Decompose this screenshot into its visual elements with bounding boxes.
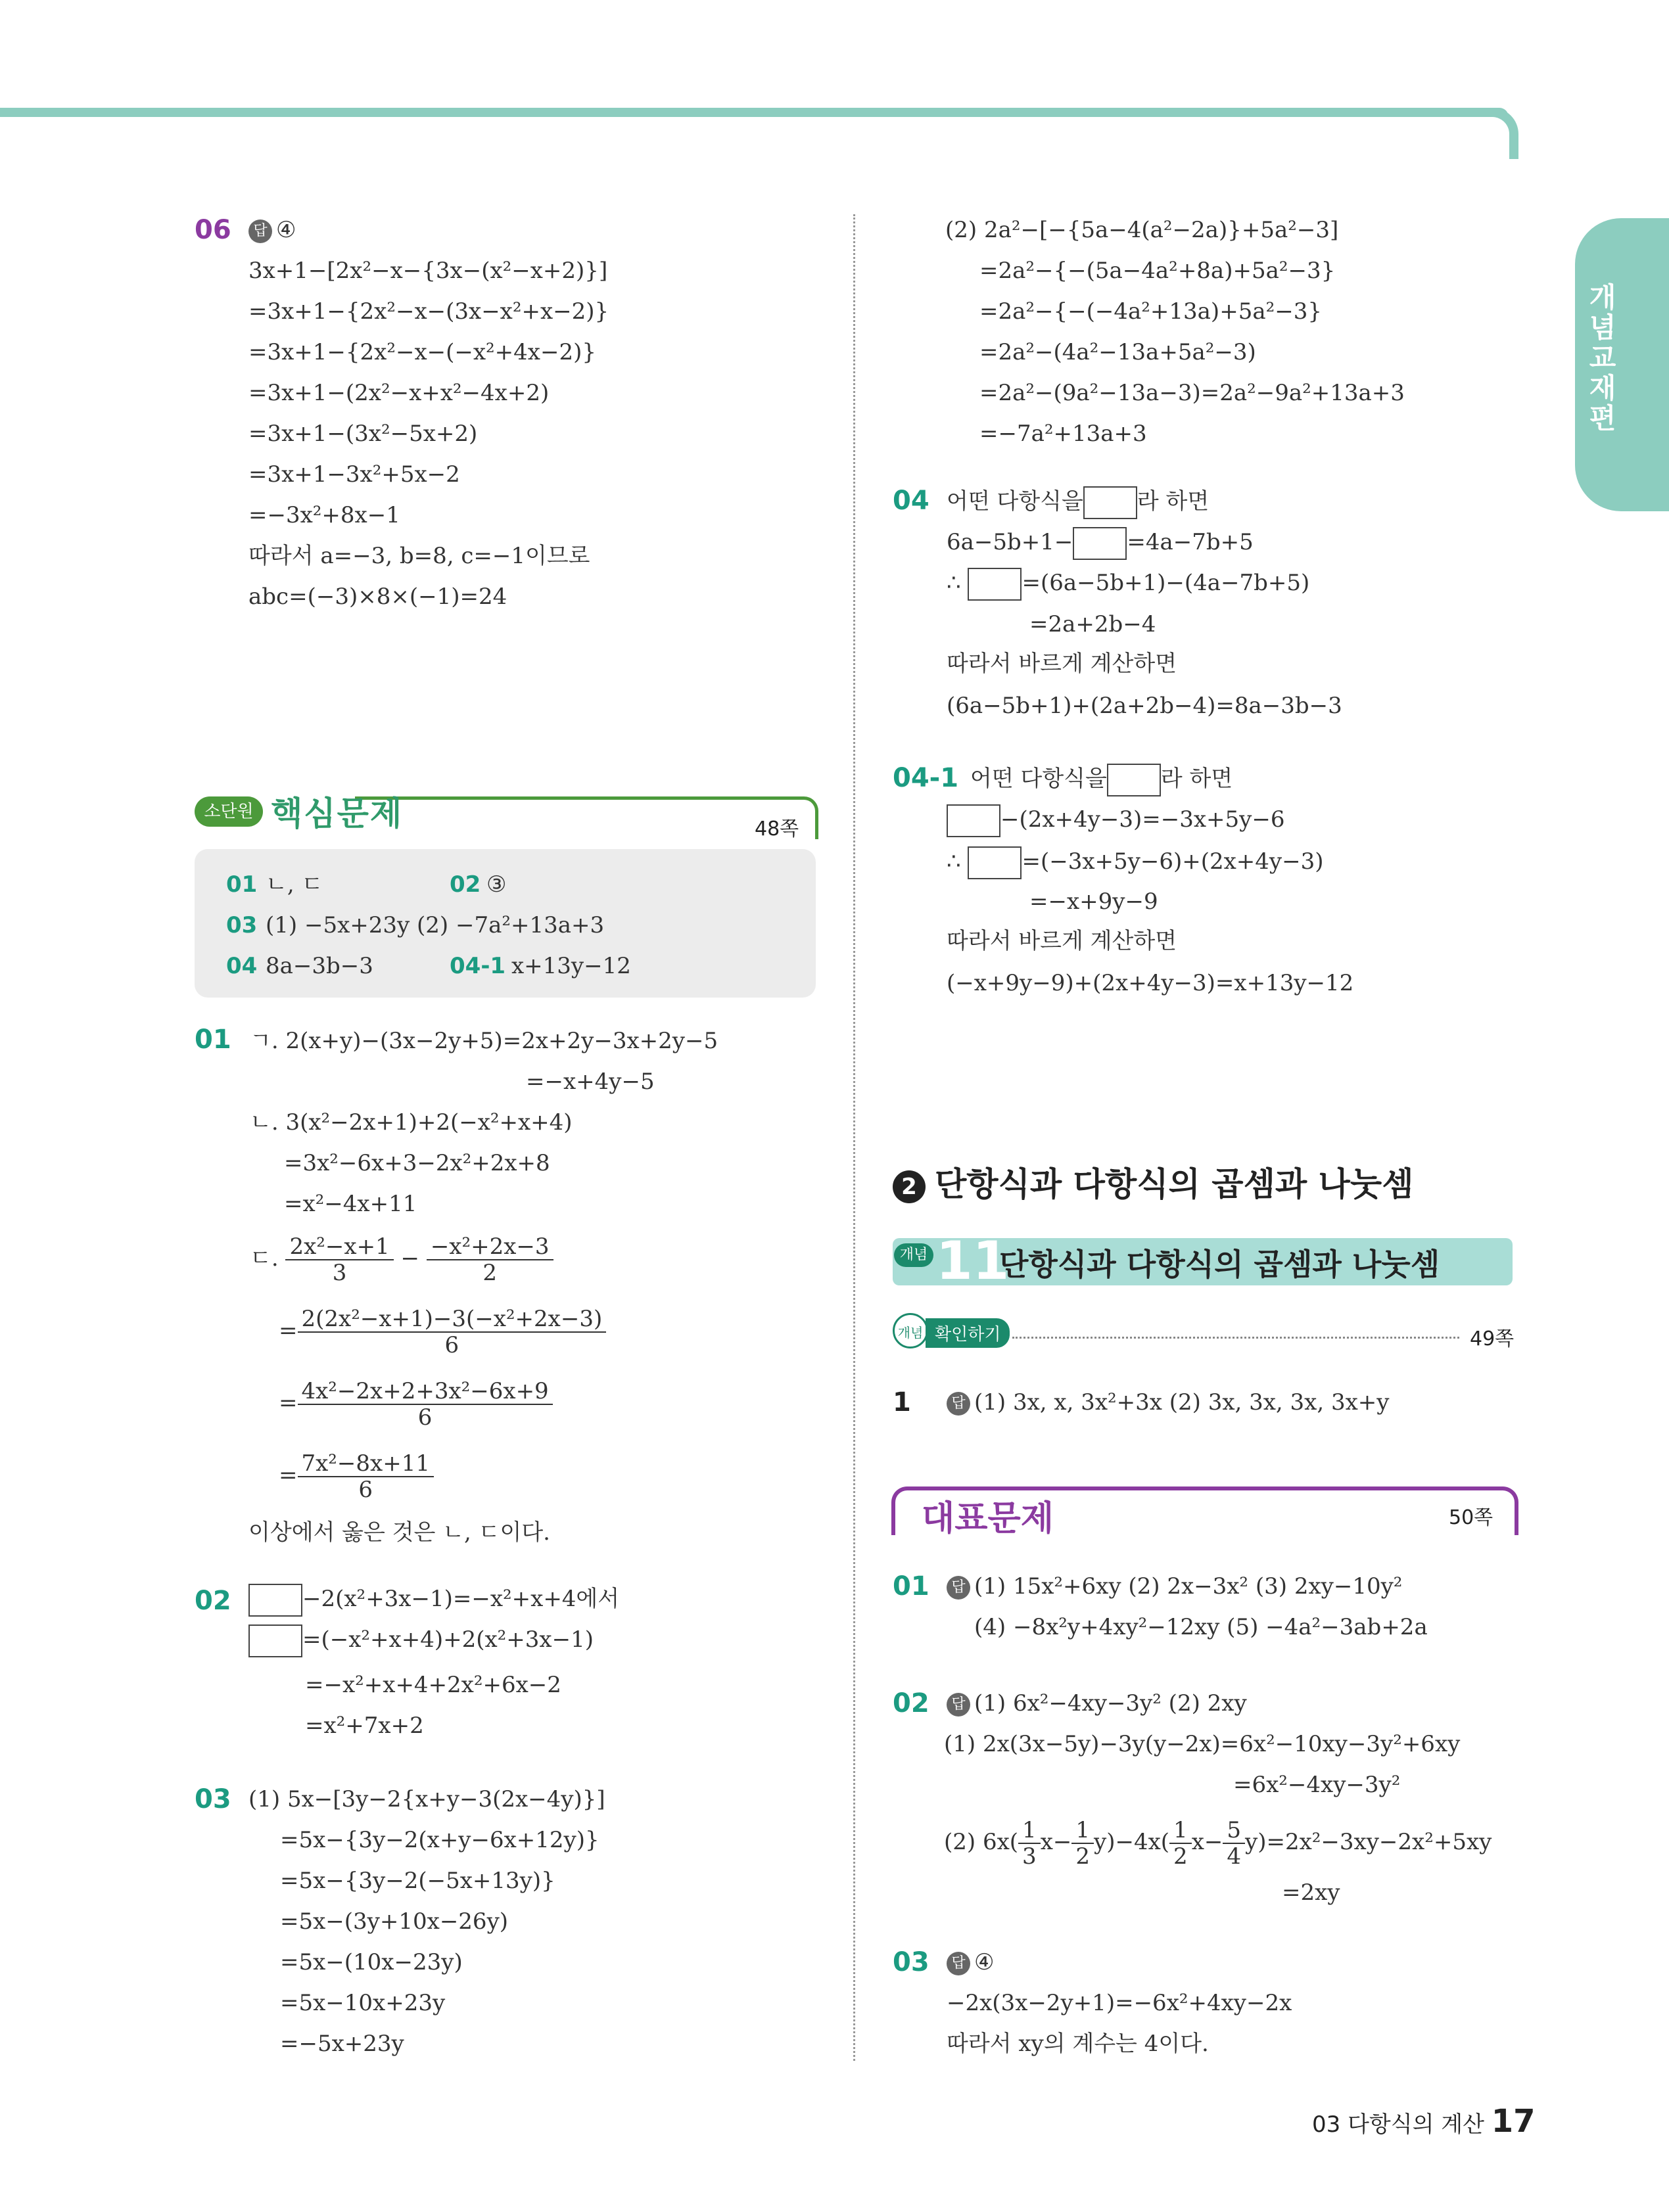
blank-box bbox=[1083, 486, 1137, 519]
summary-num: 01 bbox=[226, 871, 258, 898]
top-rule bbox=[0, 108, 1509, 117]
blank-box bbox=[248, 1624, 302, 1657]
concept-title: 단항식과 다항식의 곱셈과 나눗셈 bbox=[999, 1247, 1440, 1282]
fraction-line: (2) 6x( $\frac{1}{3}$ x− $\frac{1}{2}$ y)−4x( $\frac{1}{2}$ x− $\frac{5}{4}$ y)=2x²−3xy−2x²+5xy bbox=[944, 1817, 1492, 1870]
problem-number: 01 bbox=[195, 1025, 231, 1055]
solution-text: 라 하면 bbox=[1137, 488, 1210, 515]
solution-line: =5x−(3y+10x−26y) bbox=[280, 1908, 509, 1935]
solution-line: ㄴ. 3(x²−2x+1)+2(−x²+x+4) bbox=[250, 1109, 573, 1136]
solution-line: =2xy bbox=[1282, 1879, 1340, 1906]
solution-text: 어떤 다항식을 bbox=[970, 766, 1107, 792]
solution-line: (1) 5x−[3y−2{x+y−3(2x−4y)}] bbox=[248, 1786, 605, 1812]
solution-line: =2a²−{−(5a−4a²+8a)+5a²−3} bbox=[979, 258, 1336, 284]
page-footer bbox=[1312, 2103, 1536, 2140]
solution-line: −2x(3x−2y+1)=−6x²+4xy−2x bbox=[947, 1990, 1292, 2016]
answer-value: (1) 15x²+6xy (2) 2x−3x² (3) 2xy−10y² bbox=[974, 1573, 1403, 1600]
leader-dots bbox=[1012, 1337, 1459, 1339]
solution-line: =2a+2b−4 bbox=[1029, 611, 1156, 637]
therefore-symbol: ∴ bbox=[947, 848, 961, 875]
summary-answer: ③ bbox=[486, 871, 507, 898]
item-label: ㄷ. bbox=[250, 1245, 279, 1272]
summary-num: 03 bbox=[226, 912, 258, 938]
problem-number: 02 bbox=[893, 1688, 929, 1718]
answer-value: ④ bbox=[974, 1949, 995, 1975]
solution-text: =4a−7b+5 bbox=[1127, 529, 1254, 555]
solution-line: (1) 2x(3x−5y)−3y(y−2x)=6x²−10xy−3y²+6xy bbox=[944, 1731, 1461, 1757]
answer-badge: 답 bbox=[947, 1392, 970, 1416]
blank-box bbox=[947, 804, 1000, 837]
page-number: 17 bbox=[1491, 2103, 1536, 2140]
blank-box bbox=[248, 1584, 302, 1617]
numerator: 1 bbox=[1169, 1818, 1192, 1844]
denominator: 6 bbox=[358, 1477, 373, 1503]
fraction bbox=[427, 1234, 553, 1285]
numerator: 5 bbox=[1223, 1818, 1245, 1844]
summary-num: 04 bbox=[226, 953, 258, 979]
solution-line: 따라서 xy의 계수는 4이다. bbox=[947, 2031, 1209, 2057]
summary-answer: 8a−3b−3 bbox=[266, 953, 373, 979]
fraction-line: = $\frac{\text{2(2x²−x+1)−3(−x²+2x−3)}}{6}$ bbox=[279, 1306, 606, 1358]
top-rule-cap bbox=[1491, 108, 1518, 159]
page-reference: 48쪽 bbox=[755, 818, 799, 841]
section-title: 핵심문제 bbox=[271, 795, 404, 833]
check-tag: 개념 bbox=[893, 1313, 928, 1348]
concept-number: 11 bbox=[936, 1230, 1010, 1291]
solution-line bbox=[947, 486, 1209, 519]
solution-text: =(6a−5b+1)−(4a−7b+5) bbox=[1022, 570, 1310, 596]
check-label: 확인하기 bbox=[926, 1318, 1010, 1348]
answer-badge: 답 bbox=[947, 1952, 970, 1975]
section-pill: 소단원 bbox=[195, 796, 263, 827]
therefore-symbol: ∴ bbox=[947, 570, 961, 596]
solution-line: =x²−4x+11 bbox=[284, 1191, 417, 1217]
solution-line: 이상에서 옳은 것은 ㄴ, ㄷ이다. bbox=[248, 1519, 550, 1546]
denominator: 2 bbox=[1075, 1843, 1090, 1870]
problem-number: 02 bbox=[195, 1586, 231, 1616]
answer-badge: 답 bbox=[947, 1693, 970, 1717]
solution-line: =2a²−{−(−4a²+13a)+5a²−3} bbox=[979, 298, 1322, 325]
solution-line: (−x+9y−9)+(2x+4y−3)=x+13y−12 bbox=[947, 970, 1354, 996]
solution-line: =x²+7x+2 bbox=[305, 1713, 424, 1739]
denominator: 3 bbox=[1022, 1843, 1037, 1870]
solution-text: y bbox=[1094, 1829, 1107, 1855]
solution-text: x− bbox=[1191, 1829, 1223, 1855]
solution-line: =−x+9y−9 bbox=[1029, 888, 1158, 915]
section-header-rule bbox=[355, 796, 818, 839]
column-divider bbox=[853, 214, 855, 2061]
answer-line bbox=[947, 1389, 1389, 1416]
summary-num: 04-1 bbox=[450, 953, 506, 979]
solution-line: (2) 2a²−[−{5a−4(a²−2a)}+5a²−3] bbox=[945, 217, 1339, 243]
problem-number: 04 bbox=[893, 486, 929, 516]
solution-line: =6x²−4xy−3y² bbox=[1233, 1772, 1401, 1798]
solution-text: −4x bbox=[1115, 1829, 1161, 1855]
denominator: 2 bbox=[1173, 1843, 1188, 1870]
answer-line bbox=[947, 1573, 1402, 1600]
solution-text: x− bbox=[1040, 1829, 1072, 1855]
blank-box bbox=[968, 846, 1022, 879]
numerator: 4x²−2x+2+3x²−6x+9 bbox=[298, 1379, 553, 1405]
solution-text: y bbox=[1245, 1829, 1258, 1855]
fraction-line: = $\frac{\text{4x²−2x+2+3x²−6x+9}}{6}$ bbox=[279, 1379, 553, 1430]
solution-line: =2a²−(9a²−13a−3)=2a²−9a²+13a+3 bbox=[979, 380, 1405, 406]
section-heading-text: 단항식과 다항식의 곱셈과 나눗셈 bbox=[935, 1165, 1414, 1203]
blank-box bbox=[968, 568, 1022, 601]
solution-line: 따라서 바르게 계산하면 bbox=[947, 928, 1177, 954]
page-reference: 50쪽 bbox=[1449, 1506, 1493, 1529]
solution-line: =3x+1−(2x²−x+x²−4x+2) bbox=[248, 380, 550, 406]
answer-value: ④ bbox=[276, 217, 296, 243]
summary-answer: (1) −5x+23y (2) −7a²+13a+3 bbox=[266, 912, 605, 938]
numerator: 1 bbox=[1018, 1818, 1041, 1844]
fraction bbox=[285, 1234, 393, 1285]
solution-line: =3x+1−{2x²−x−(−x²+4x−2)} bbox=[248, 339, 596, 365]
denominator: 3 bbox=[332, 1260, 347, 1286]
blank-box bbox=[1107, 764, 1161, 796]
solution-line: 따라서 a=−3, b=8, c=−1이므로 bbox=[248, 543, 590, 569]
answer-value: (1) 6x²−4xy−3y² (2) 2xy bbox=[974, 1690, 1247, 1717]
side-tab-label: 개념교재편 bbox=[1585, 283, 1617, 434]
solution-line: 3x+1−[2x²−x−{3x−(x²−x+2)}] bbox=[248, 258, 608, 284]
summary-answer: x+13y−12 bbox=[511, 953, 631, 979]
fraction bbox=[1018, 1818, 1041, 1869]
answer-badge: 답 bbox=[248, 219, 272, 243]
solution-line: abc=(−3)×8×(−1)=24 bbox=[248, 584, 507, 610]
solution-line bbox=[947, 846, 1324, 879]
fraction-line: = $\frac{\text{7x²−8x+11}}{6}$ bbox=[279, 1451, 434, 1502]
solution-text: 6a−5b+1− bbox=[947, 529, 1073, 555]
fraction bbox=[1169, 1818, 1192, 1869]
solution-text: 라 하면 bbox=[1160, 766, 1233, 792]
blank-box bbox=[1073, 527, 1127, 560]
solution-text: −(2x+4y−3)=−3x+5y−6 bbox=[1000, 806, 1285, 833]
denominator: 2 bbox=[482, 1260, 497, 1286]
problem-number: 01 bbox=[893, 1571, 929, 1601]
solution-text: −2(x²+3x−1)=−x²+x+4에서 bbox=[302, 1586, 620, 1612]
concept-tag: 개념 bbox=[894, 1243, 933, 1267]
solution-line: =5x−{3y−2(−5x+13y)} bbox=[280, 1868, 555, 1894]
solution-line bbox=[248, 1584, 619, 1617]
fraction bbox=[298, 1379, 553, 1430]
answer-line: (4) −8x²y+4xy²−12xy (5) −4a²−3ab+2a bbox=[974, 1614, 1428, 1640]
solution-line: =5x−10x+23y bbox=[280, 1990, 446, 2016]
fraction bbox=[298, 1451, 434, 1502]
denominator: 6 bbox=[417, 1404, 433, 1431]
problem-number: 03 bbox=[195, 1784, 231, 1814]
answer-line bbox=[947, 1949, 994, 1975]
solution-line: =3x+1−3x²+5x−2 bbox=[248, 461, 460, 488]
solution-line: 따라서 바르게 계산하면 bbox=[947, 651, 1177, 677]
solution-line: =3x+1−(3x²−5x+2) bbox=[248, 421, 478, 447]
summary-answer: ㄴ, ㄷ bbox=[266, 871, 323, 898]
solution-line: =5x−(10x−23y) bbox=[280, 1949, 463, 1975]
solution-text: 어떤 다항식을 bbox=[947, 488, 1083, 515]
chapter-title: 03 다항식의 계산 bbox=[1312, 2111, 1484, 2138]
summary-num: 02 bbox=[450, 871, 481, 898]
solution-line bbox=[248, 1624, 594, 1657]
solution-line bbox=[947, 804, 1285, 837]
denominator: 6 bbox=[444, 1332, 459, 1358]
solution-line: =−x²+x+4+2x²+6x−2 bbox=[305, 1672, 561, 1698]
solution-line: =3x+1−{2x²−x−(3x−x²+x−2)} bbox=[248, 298, 609, 325]
answer-line bbox=[248, 217, 296, 243]
fraction bbox=[1223, 1818, 1245, 1869]
solution-line: =2a²−(4a²−13a+5a²−3) bbox=[979, 339, 1256, 365]
solution-line bbox=[947, 568, 1309, 601]
solution-text: =(−x²+x+4)+2(x²+3x−1) bbox=[302, 1626, 594, 1653]
numerator: 7x²−8x+11 bbox=[298, 1451, 434, 1477]
fraction bbox=[298, 1306, 607, 1358]
answer-value: (1) 3x, x, 3x²+3x (2) 3x, 3x, 3x, 3x+y bbox=[974, 1389, 1390, 1416]
problem-number: 06 bbox=[195, 215, 231, 245]
solution-line: ㄱ. 2(x+y)−(3x−2y+5)=2x+2y−3x+2y−5 bbox=[250, 1028, 718, 1054]
numerator: 1 bbox=[1071, 1818, 1094, 1844]
solution-text: =2x²−3xy−2x²+5xy bbox=[1266, 1829, 1492, 1855]
answer-line bbox=[947, 1690, 1247, 1717]
answer-badge: 답 bbox=[947, 1576, 970, 1600]
section-heading bbox=[893, 1158, 1413, 1205]
solution-line: =−x+4y−5 bbox=[526, 1069, 655, 1095]
problem-number: 1 bbox=[893, 1387, 911, 1417]
solution-line: =−5x+23y bbox=[280, 2031, 404, 2057]
problem-number: 04-1 bbox=[893, 763, 959, 793]
solution-line bbox=[970, 764, 1233, 796]
numerator: 2x²−x+1 bbox=[285, 1234, 393, 1260]
solution-line: =−7a²+13a+3 bbox=[979, 421, 1147, 447]
solution-text: =(−3x+5y−6)+(2x+4y−3) bbox=[1022, 848, 1324, 875]
solution-line: (6a−5b+1)+(2a+2b−4)=8a−3b−3 bbox=[947, 693, 1342, 719]
problem-number: 03 bbox=[893, 1947, 929, 1977]
solution-line: =5x−{3y−2(x+y−6x+12y)} bbox=[280, 1827, 599, 1853]
section-number-badge: 2 bbox=[893, 1170, 926, 1203]
solution-line bbox=[947, 527, 1254, 560]
fraction bbox=[1071, 1818, 1094, 1869]
fraction-line: ㄷ. $\frac{\text{2x²−x+1}}{3}$ − $\frac{\text{−x²+2x−3}}{2}$ bbox=[250, 1234, 553, 1285]
solution-text: (2) 6x bbox=[944, 1829, 1010, 1855]
solution-line: =3x²−6x+3−2x²+2x+8 bbox=[284, 1150, 550, 1176]
numerator: −x²+2x−3 bbox=[427, 1234, 553, 1260]
rep-title: 대표문제 bbox=[918, 1490, 1058, 1540]
page-reference: 49쪽 bbox=[1470, 1327, 1515, 1350]
numerator: 2(2x²−x+1)−3(−x²+2x−3) bbox=[298, 1306, 607, 1333]
denominator: 4 bbox=[1227, 1843, 1241, 1870]
solution-line: =−3x²+8x−1 bbox=[248, 502, 400, 528]
